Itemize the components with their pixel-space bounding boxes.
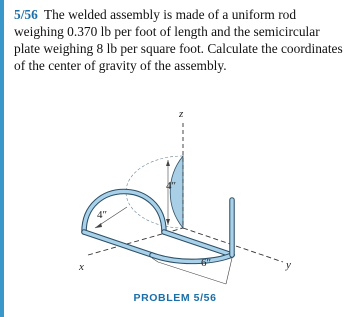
length-label: 6″ [201, 257, 212, 269]
rod-arch [84, 192, 164, 233]
length-dimension [158, 262, 226, 284]
problem-statement: The welded assembly is made of a uniform rod weighing 0.370 lb per foot of length and the semicircular plate weighing 8 lb per square foot. Calculate the coordinates of the center of gravity of the assembly. [14, 7, 343, 73]
arch-radius-label: 4″ [97, 209, 108, 221]
figure-caption: PROBLEM 5/56 [133, 292, 217, 304]
plate-radius-label: 4″ [166, 180, 177, 192]
z-axis-label: z [179, 108, 184, 120]
problem-number: 5/56 [14, 7, 38, 22]
semicircular-plate [170, 156, 183, 228]
x-axis-label: x [79, 261, 84, 273]
y-axis-label: y [286, 259, 291, 271]
